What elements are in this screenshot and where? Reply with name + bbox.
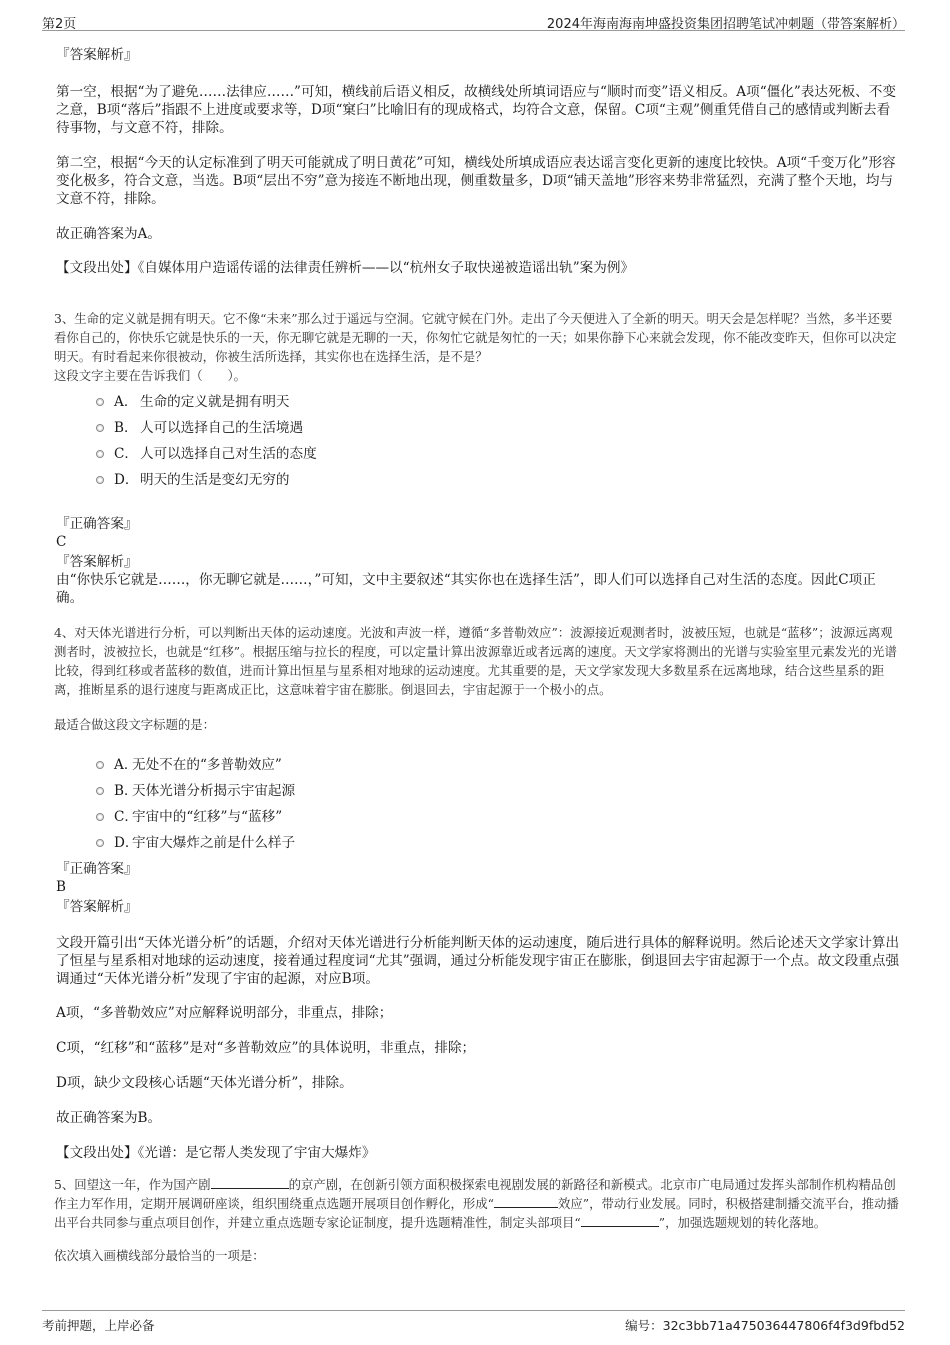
radio-icon[interactable]: [96, 398, 104, 406]
q4-conclusion: 故正确答案为B。: [56, 1110, 162, 1126]
radio-icon[interactable]: [96, 761, 104, 769]
q3-answer-label: 『正确答案』: [56, 516, 138, 532]
prev-analysis-label: 『答案解析』: [56, 47, 138, 63]
page-footer: [42, 1310, 905, 1337]
q3-stem: 3、生命的定义就是拥有明天。它不像“未来”那么过于遥远与空洞。它就守候在门外。走出了今天便进入了全新的明天。明天会是怎样呢？当然，多半还要看你自己的，你快乐它就是快乐的一天，你无聊它就是无聊的一天，你匆忙它就是匆忙的一天；如果你静下心来就会发现，你不能改变昨天，但你可以决定明天。有时看起来你很被动，你被生活所选择，其实你也在选择生活，是不是？: [54, 311, 897, 364]
q4-stem: 4、对天体光谱进行分析，可以判断出天体的运动速度。光波和声波一样，遵循“多普勒效应”：波源接近观测者时，波被压短，也就是“蓝移”；波源远离观测者时，波被拉长，也就是“红移”。根据压缩与拉长的程度，可以定量计算出波源靠近或者远离的速度。天文学家将测出的光谱与实验室里元素发光的光谱比较，得到红移或者蓝移的数值，进而计算出恒星与星系相对地球的运动速度。尤其重要的是，天文学家发现大多数星系在远离地球，结合这些星系的距离，推断星系的退行速度与距离成正比，这意味着宇宙在膨胀。倒退回去，宇宙起源于一个极小的点。: [54, 625, 897, 697]
radio-icon[interactable]: [96, 476, 104, 484]
prev-analysis-para2: 第二空，根据“今天的认定标准到了明天可能就成了明日黄花”可知，横线处所填成语应表达谣言变化更新的速度比较快。A项“千变万化”形容变化极多，符合文意，当选。B项“层出不穷”意为接连不断地出现，侧重数量多，D项“铺天盖地”形容来势非常猛烈，充满了整个天地，均与文意不符，排除。: [56, 155, 896, 207]
q4-source: 【文段出处】《光谱：是它帮人类发现了宇宙大爆炸》: [56, 1145, 376, 1161]
page-header: [42, 10, 905, 31]
radio-icon[interactable]: [96, 787, 104, 795]
q3-option-c[interactable]: C． 人可以选择自己对生活的态度: [56, 441, 902, 467]
q3-option-b[interactable]: B． 人可以选择自己的生活境遇: [56, 415, 902, 441]
q3-analysis: 由“你快乐它就是……，你无聊它就是……，”可知，文中主要叙述“其实你也在选择生活”，即人们可以选择自己对生活的态度。因此C项正确。: [56, 572, 876, 606]
document-title: 2024年海南海南坤盛投资集团招聘笔试冲刺题（带答案解析）: [546, 17, 905, 32]
q3-options: [56, 389, 902, 493]
q5-blank-2[interactable]: [494, 1195, 558, 1208]
q4-answer: B: [56, 879, 66, 895]
footer-slogan: 考前押题，上岸必备: [42, 1318, 155, 1333]
q4-c-note: C项，“红移”和“蓝移”是对“多普勒效应”的具体说明，非重点，排除；: [56, 1040, 476, 1056]
q3-answer: C: [56, 534, 67, 550]
q4-option-c[interactable]: C．宇宙中的“红移”与“蓝移”: [56, 804, 902, 830]
prev-source: 【文段出处】《自媒体用户造谣传谣的法律责任辨析——以“杭州女子取快递被造谣出轨”案为例》: [56, 260, 635, 276]
q4-analysis: 文段开篇引出“天体光谱分析”的话题，介绍对天体光谱进行分析能判断天体的运动速度，随后进行具体的解释说明。然后论述天文学家计算出了恒星与星系相对地球的运动速度，接着通过程度词“尤其”强调，通过分析能发现宇宙正在膨胀，倒退回去宇宙起源于一个点。故文段重点强调通过“天体光谱分析”发现了宇宙的起源，对应B项。: [56, 935, 900, 987]
q3-option-a[interactable]: A． 生命的定义就是拥有明天: [56, 389, 902, 415]
q5-question: 依次填入画横线部分最恰当的一项是：: [54, 1248, 265, 1263]
page-number: 第2页: [42, 17, 77, 32]
q4-analysis-label: 『答案解析』: [56, 899, 138, 915]
radio-icon[interactable]: [96, 450, 104, 458]
page-content: [56, 40, 902, 1265]
radio-icon[interactable]: [96, 839, 104, 847]
radio-icon[interactable]: [96, 813, 104, 821]
radio-icon[interactable]: [96, 424, 104, 432]
q4-option-d[interactable]: D．宇宙大爆炸之前是什么样子: [56, 830, 902, 856]
q3-question: 这段文字主要在告诉我们（ ）。: [54, 368, 247, 383]
q4-option-a[interactable]: A．无处不在的“多普勒效应”: [56, 752, 902, 778]
q4-question: 最适合做这段文字标题的是：: [54, 717, 216, 732]
q3-analysis-label: 『答案解析』: [56, 554, 138, 570]
q4-answer-label: 『正确答案』: [56, 861, 138, 877]
q3-option-d[interactable]: D． 明天的生活是变幻无穷的: [56, 467, 902, 493]
footer-serial: 编号：32c3bb71a475036447806f4f3d9fbd52: [625, 1318, 905, 1333]
prev-conclusion: 故正确答案为A。: [56, 226, 161, 242]
q4-option-b[interactable]: B．天体光谱分析揭示宇宙起源: [56, 778, 902, 804]
q4-options: [56, 752, 902, 856]
prev-analysis-para1: 第一空，根据“为了避免……法律应……”可知，横线前后语义相反，故横线处所填词语应与“顺时而变”语义相反。A项“僵化”表达死板、不变之意，B项“落后”指跟不上进度或要求等，D项“窠臼”比喻旧有的现成格式，均符合文意，保留。C项“主观”侧重凭借自己的感情或判断去看待事物，与文意不符，排除。: [56, 84, 896, 136]
q5-stem: 5、回望这一年，作为国产剧 的京产剧，在创新引领方面积极探索电视剧发展的新路径和新模式。北京市广电局通过发挥头部制作机构精品创作主力军作用，定期开展调研座谈，组织围绕重点选题开展项目创作孵化，形成“ 效应”，带动行业发展。同时，积极搭建制播交流平台，推动播出平台共同参与重点项目创作，并建立重点选题专家论证制度，提升选题精准性，制定头部项目“ ”，加强选题规划的转化落地。: [54, 1177, 899, 1230]
q5-blank-3[interactable]: [581, 1214, 659, 1227]
q4-d-note: D项，缺少文段核心话题“天体光谱分析”，排除。: [56, 1075, 353, 1091]
q4-a-note: A项，“多普勒效应”对应解释说明部分，非重点，排除；: [56, 1005, 393, 1021]
q5-blank-1[interactable]: [211, 1176, 289, 1189]
